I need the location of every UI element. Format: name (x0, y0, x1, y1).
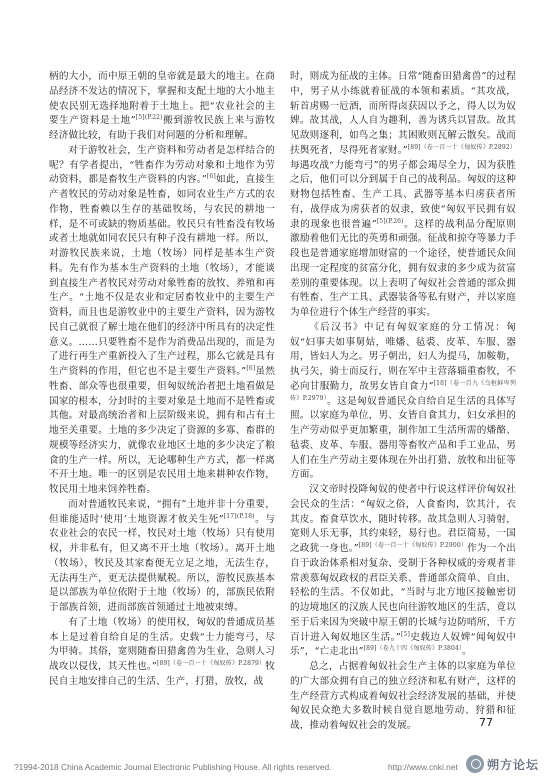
watermark (466, 752, 550, 776)
paragraph: 而对普通牧民来说，“拥有”土地并非十分重要，但谁能适时‘使用’土地资源才攸关生死”$^{[17](P.18)}$。与农业社会的农民一样，牧民对土地（牧场）只有使用权，并非私有，但又离不开土地（牧场）。离开土地（牧场），牧民及其家畜便无立足之地，无法生存，无法再生产，更无法提供赋税。所以，游牧民族基本是以部族为单位依附于土地（牧场）的，部族民依附于部族首领，进而部族首领通过土地被束缚。 (49, 498, 275, 613)
paragraph: 柄的大小，而中原王朝的皇帝就是最大的地主。在商品经济不发达的情况下，掌握和支配土地的大小地主使农民别无选择地附着于土地上。把“农业社会的主要生产资料是土地”$^{[5](P.22)}$搬到游牧民族上来与游牧经济做比较，有助于我们对问题的分析和理解。 (49, 71, 275, 141)
right-column (290, 70, 516, 734)
paragraph: 对于游牧社会，生产资料和劳动者是怎样结合的呢？有学者提出，“牲畜作为劳动对象和土地作为劳动资料，都是畜牧生产资料的内容。”[6]如此，直接生产者牧民的劳动对象是牲畜，如同农业生产方式的农作物，牲畜赖以生存的基础牧场，与农民的耕地一样，是不可或缺的物质基础。牧民只有牲畜没有牧场或者土地就如同农民只有种子没有耕地一样。所以，对游牧民族来说，土地（牧场）同样是基本生产资料。先有作为基本生产资料的土地（牧场），才能谈到直接生产者牧民对劳动对象牲畜的放牧、养殖和再生产。“土地不仅是农业和定居畜牧业中的主要生产资料，而且也是游牧业中的主要生产资料，因为游牧民自己就很了解土地在他们的经济中所具有的决定性意义。……只要牲畜不是作为消费品出现的，而是为了进行再生产重新投入了生产过程，那么它就是具有生产资料的作用，但它也不是主要生产资料。”[6]虽然牲畜、部众等也很重要，但匈奴统治者把土地看做是国家的根本，分封时的主要对象是土地而不是牲畜或其他。对最高统治者和上层阶级来说，拥有和占有土地至关重要。土地的多少决定了资源的多寡、畜群的规模等经济实力，就像农业地区土地的多少决定了粮食的生产一样。所以，无论哪种生产方式，都一样离不开土地。唯一的区别是农民用土地来耕种农作物，牧民用土地来饲养牲畜。 (49, 144, 275, 495)
page-number: 77 (479, 716, 493, 729)
paragraph: 有了土地（牧场）的使用权，匈奴的普通成员基本上是过着自给自足的生活。史载“士力能弯弓，尽为甲骑。其俗，宽则随畜田猎禽兽为生业，急则人习战攻以侵伐，其天性也。”$^{[89](卷一百一十《匈奴传》P.2879)}$牧民自主地安排自己的生活、生产，打猎，放牧，战 (49, 616, 275, 687)
left-column (49, 70, 275, 690)
citation-note: [89]（卷一百一十《匈奴传》P.2900） (358, 541, 468, 549)
citation-note: [6] (206, 173, 216, 181)
paragraph: 汉文帝时投降匈奴的使者中行说这样评价匈奴社会民众的生活：“匈奴之俗，人食畜肉，饮其汁，衣其皮。畜食草饮水，随时转移。故其急则人习骑射，宽则人乐无事，其约束轻，易行也。君臣简易，一国之政犹一身也。”$^{[89](卷一百一十《匈奴传》P.2900)}$作为一个出自于政治体系相对复杂、受制于各种权威的旁观者非常羡慕匈奴政权的君臣关系、普通部众简单、自由、轻松的生活。不仅如此，“当时与北方地区接触密切的边境地区的汉族人民也向往游牧地区的生活，竟以至于后来因为突破中原王朝的长城与边防哨所，千方百计进入匈奴地区生活。”[5]史载边人奴婢“闻匈奴中乐”，“亡走北出”$^{[89](卷九十四《匈奴传》P.3804)}$。 (290, 484, 516, 658)
citation-note: [17](P.18) (223, 512, 255, 520)
forum-logo-icon (466, 755, 484, 773)
copyright-footer: ?1994-2018 China Academic Journal Electronic Publishing House. All rights reserved. (14, 762, 332, 772)
citation-note: [89]（卷九十四《匈奴传》P.3804） (363, 645, 463, 653)
footer-url: http://www.cnki.net (388, 762, 458, 772)
citation-note: [5](P.22) (135, 114, 163, 122)
paragraph: 时，则成为征战的主体。日常“随畜田猎禽兽”的过程中，男子从小练就着征战的本领和素质。“其攻战，斩首虏赐一卮酒，而所得卤获因以予之，得人以为奴婢。故其战，人人自为趣利，善为诱兵以冒敌。故其见敌则逐利，如鸟之集；其困败则瓦解云散矣。战而扶舆死者，尽得死者家财。”$^{[89](卷一百一十《匈奴传》P.2892)}$每遇攻战“力能弯弓”的男子都会竭尽全力，因为获胜之后，他们可以分到属于自己的战利品。匈奴的这种财物包括牲畜、生产工具、武器等基本归虏获者所有，战俘成为虏获者的奴隶，致使“匈奴平民拥有奴隶的现象也很普遍”$^{[5](P.26)}$。这样的战利品分配原则激励着他们无比的英勇和顽强。征战和掠夺等暴力手段也是普通家庭增加财富的一个途径，使普通民众间出现一定程度的贫富分化，拥有奴隶的多少成为贫富差别的重要体现。以上表明了匈奴社会普通的部众拥有牲畜、生产工具、武器装备等私有财产，并以家庭为单位进行个体生产经营的事实。 (290, 71, 516, 318)
paragraph: 总之，占据着匈奴社会生产主体的以家庭为单位的广大部众拥有自己的独立经济和私有财产，这样的生产经营方式构成着匈奴社会经济发展的基础，并使匈奴民众绝大多数时候自觉自愿地劳动、狩猎和征战，推动着匈奴社会的发展。 (290, 661, 516, 731)
citation-note: [18]（卷一百九《乌桓鲜卑列传》P.2979） (290, 379, 516, 402)
citation-note: [5](P.26) (376, 217, 404, 225)
citation-note: [6] (246, 364, 256, 372)
citation-note: [89]（卷一百一十《匈奴传》P.2879） (156, 659, 266, 667)
citation-note: [89]（卷一百一十《匈奴传》P.2892） (407, 143, 516, 151)
paragraph: 《后汉书》中记有匈奴家庭的分工情况：匈奴“妇事夫如事舅姑，唯燔、毡裘、皮革、车服、器用，皆妇人为之。男子朝出，妇人为提马，加鞍勒，执弓矢，骑士而反行，则在军中主营落辎重畜牧，不必向甘服勤力，故男女皆自食力”$^{[18](卷一百九《乌桓鲜卑列传》P.2979)}$。这是匈奴普通民众自给自足生活的具体写照。以家庭为单位，男、女皆自食其力，妇女承担的生产劳动似乎更加繁重，制作加工生活所需的燔酪、毡裘、皮革、车服、器用等畜牧产品和手工业品，男人们在生产劳动主要体现在外出打猎、放牧和出征等方面。 (290, 321, 516, 481)
watermark-text: 朔方论坛 (487, 757, 540, 772)
citation-note: [5] (401, 630, 410, 638)
